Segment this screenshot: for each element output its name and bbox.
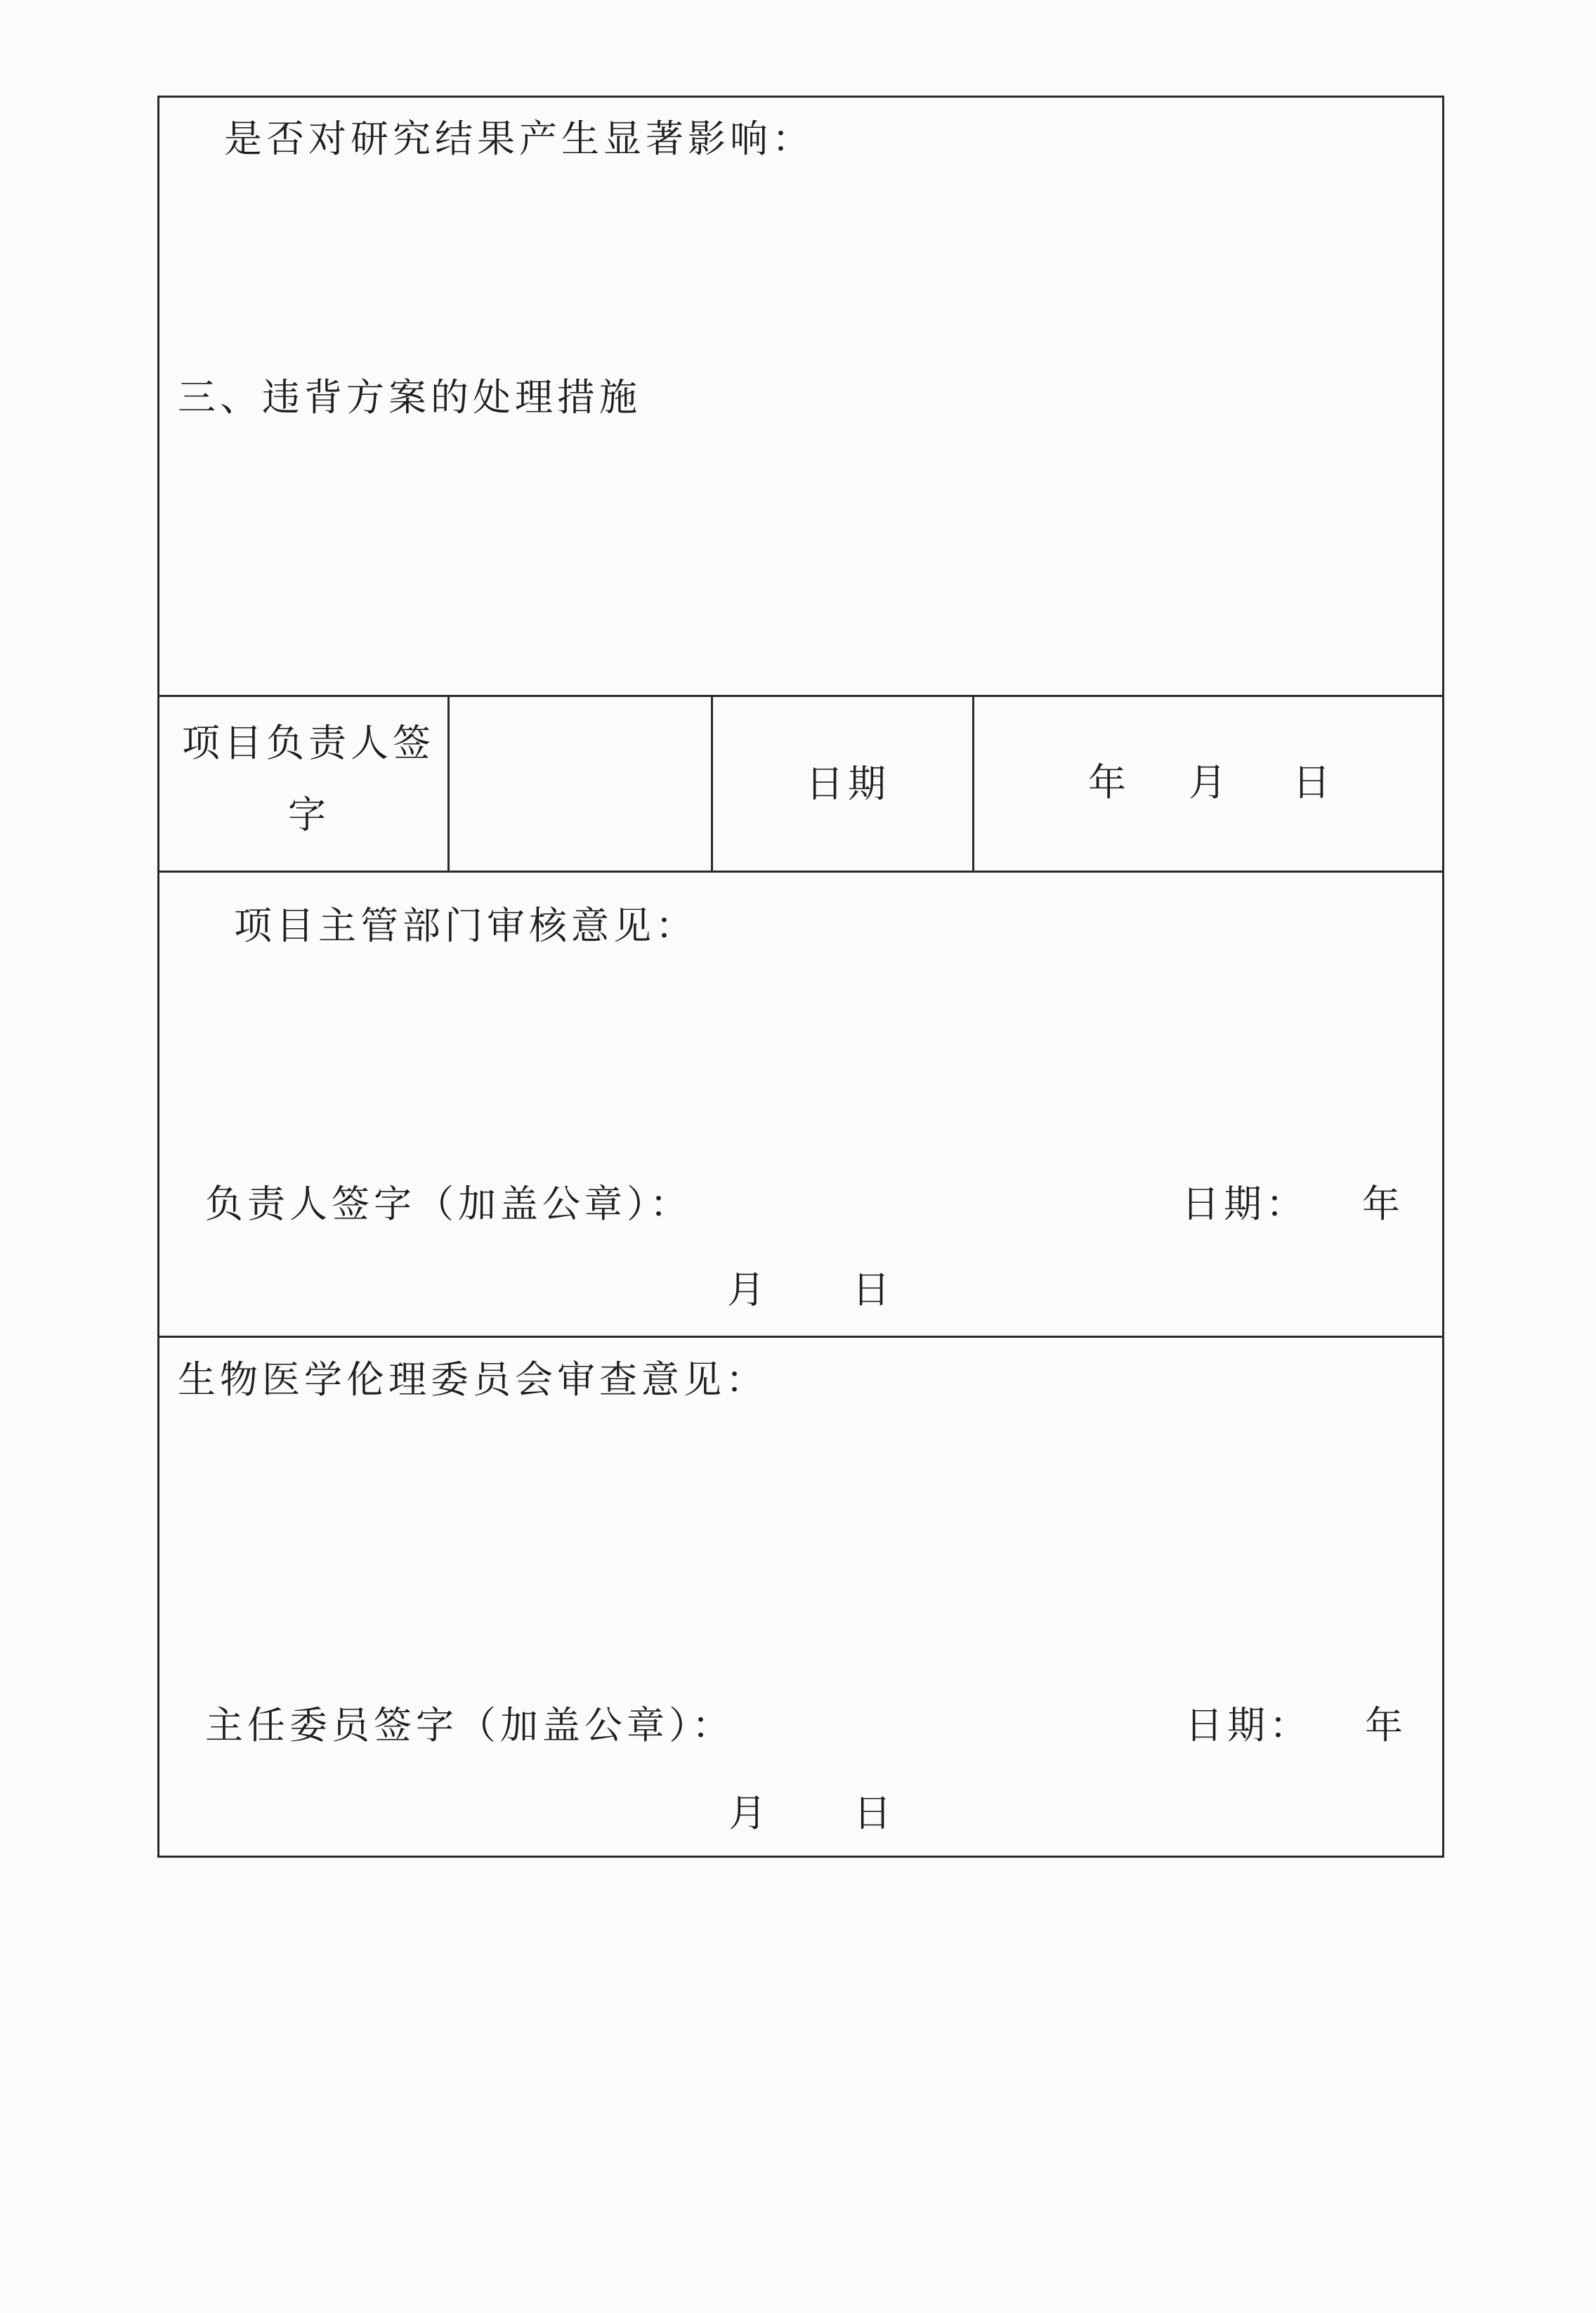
protocol-deviation-form-page xyxy=(157,96,1444,1858)
pi-row-divider-1 xyxy=(447,695,450,871)
divider-after-pi-row xyxy=(159,871,1442,873)
ethics-signature-label: 主任委员签字（加盖公章）： xyxy=(205,1703,734,1747)
pi-row-divider-3 xyxy=(972,695,974,871)
ethics-review-field[interactable] xyxy=(174,1419,1431,1700)
significant-impact-label: 是否对研究结果产生显著影响： xyxy=(224,117,814,161)
pi-date-label: 日期 xyxy=(806,762,890,806)
ethics-date-label: 日期： xyxy=(1185,1703,1312,1747)
divider-before-pi-row xyxy=(159,695,1442,697)
department-signature-label: 负责人签字（加盖公章）： xyxy=(205,1182,692,1226)
department-review-heading: 项目主管部门审核意见： xyxy=(234,904,698,948)
ethics-date-month: 月 xyxy=(728,1791,771,1835)
pi-date-month: 月 xyxy=(1189,760,1231,804)
handling-measures-heading: 三、违背方案的处理措施 xyxy=(178,375,641,419)
department-review-field[interactable] xyxy=(174,962,1431,1187)
pi-signature-label-line2: 字 xyxy=(288,793,330,837)
ethics-date-day: 日 xyxy=(853,1791,896,1835)
department-date-label: 日期： xyxy=(1182,1182,1308,1226)
pi-date-year: 年 xyxy=(1088,760,1130,804)
ethics-review-heading: 生物医学伦理委员会审查意见： xyxy=(178,1357,768,1402)
pi-date-day: 日 xyxy=(1293,760,1335,804)
pi-signature-label-line1: 项目负责人签 xyxy=(182,721,435,765)
handling-measures-field[interactable] xyxy=(174,435,1431,681)
divider-before-ethics xyxy=(159,1336,1442,1338)
department-date-day: 日 xyxy=(852,1268,894,1312)
ethics-date-year: 年 xyxy=(1365,1703,1407,1747)
department-date-month: 月 xyxy=(727,1268,769,1312)
pi-row-divider-2 xyxy=(711,695,713,871)
department-date-year: 年 xyxy=(1362,1182,1404,1226)
pi-signature-field[interactable] xyxy=(452,699,707,866)
